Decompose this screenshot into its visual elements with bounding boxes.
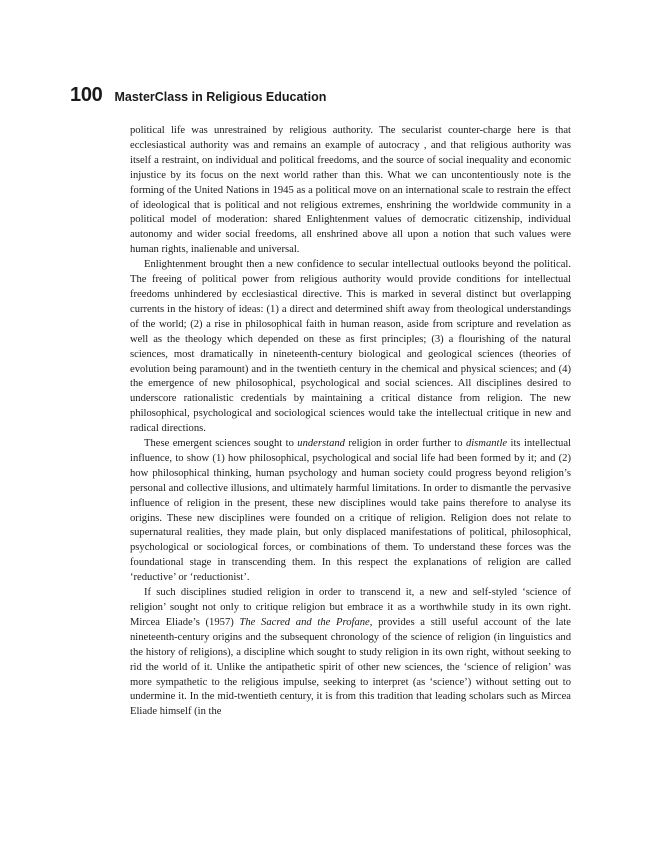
text-run: These emergent sciences sought to: [144, 438, 298, 450]
page-number: 100: [70, 84, 103, 106]
text-run: its intellectual influence, to show (1) how philosophical, psychological and social life had been formed by it; and (2) how philosophical thinking, human psychology and human society could progress beyond religion’s personal and collective illusions, and ultimately harmful limitations. In order to dismantle the pervasive influence of religion in the present, these new disciplines would take pains therefore to analyse its origins. These new disciplines were founded on a critique of religion. Religion does not relate to supernatural realities, they made plain, but only displaced manifestations of political, philosophical, psychological or sociological forces, or combinations of them. To understand these forces was the foundational stage in transcending them. In this respect the explanations of religion are called ‘reductive’ or ‘reductionist’.: [130, 438, 572, 584]
book-title: MasterClass in Religious Education: [114, 90, 327, 104]
paragraph-3: [130, 437, 571, 586]
paragraph-4: [130, 586, 571, 720]
italic-text: The Sacred and the Profane: [239, 616, 370, 628]
running-head: [70, 84, 326, 107]
paragraph-2: [130, 258, 571, 437]
italic-text: dismantle: [465, 438, 508, 450]
text-run: religion in order further to: [344, 438, 466, 450]
italic-text: understand: [297, 438, 345, 450]
text-run: political life was unrestrained by religious authority. The secularist counter-charge here is that ecclesiastical authority was and remains an example of autocracy , and that religious authority was itself a restraint, on individual and political freedoms, and the source of social inequality and economic injustice by its focus on the next world rather than this. What we can uncontentiously note is the forming of the United Nations in 1945 as a political move on an international scale to restrain the effect of ideological that is political and not religious extremes, enshrining the worldwide community in a political model of moderation: shared Enlightenment values of democratic citizenship, individual autonomy and wider social freedoms, all enshrined above all upon a notion that such values were human rights, inalienable and universal.: [130, 125, 571, 256]
body-text: [130, 124, 571, 720]
text-run: , provides a still useful account of the late nineteenth-century origins and the subsequent chronology of the science of religion (in linguistics and the history of religions), a discipline which sought to study religion in its own right, without seeking to rid the world of it. Unlike the antipathetic spirit of other new sciences, the ‘science of religion’ was more sympathetic to the religious impulse, seeking to interpret (as ‘science’) without setting out to undermine it. In the mid-twentieth century, it is from this tradition that leading scholars such as Mircea Eliade himself (in the: [130, 616, 571, 718]
paragraph-1: [130, 124, 571, 258]
text-run: Enlightenment brought then a new confidence to secular intellectual outlooks beyond the political. The freeing of political power from religious authority would provide conditions for intellectual freedoms unhindered by ecclesiastical directive. This is marked in several distinct but overlapping currents in the history of ideas: (1) a direct and determined shift away from theological understandings of the world; (2) a rise in philosophical faith in human reason, aside from scripture and revelation as well as the theology which depended on these as first principles; (3) a flourishing of the natural sciences, most dramatically in nineteenth-century biological and geological sciences (theories of evolution being paramount) and in the twentieth century in the chemical and physical sciences; and (4) the emergence of new philosophical, psychological and social sciences. All disciplines desired to underscore rationalistic credentials by maintaining a critical distance from religion. The new philosophical, psychological and sociological sciences would take the intellectual critique in new and radical directions.: [130, 259, 571, 435]
text-run: If such disciplines studied religion in order to transcend it, a new and self-styled ‘science of religion’ sought not only to critique religion but embrace it as a worthwhile study in its own right. Mircea Eliade’s (1957): [130, 587, 571, 628]
